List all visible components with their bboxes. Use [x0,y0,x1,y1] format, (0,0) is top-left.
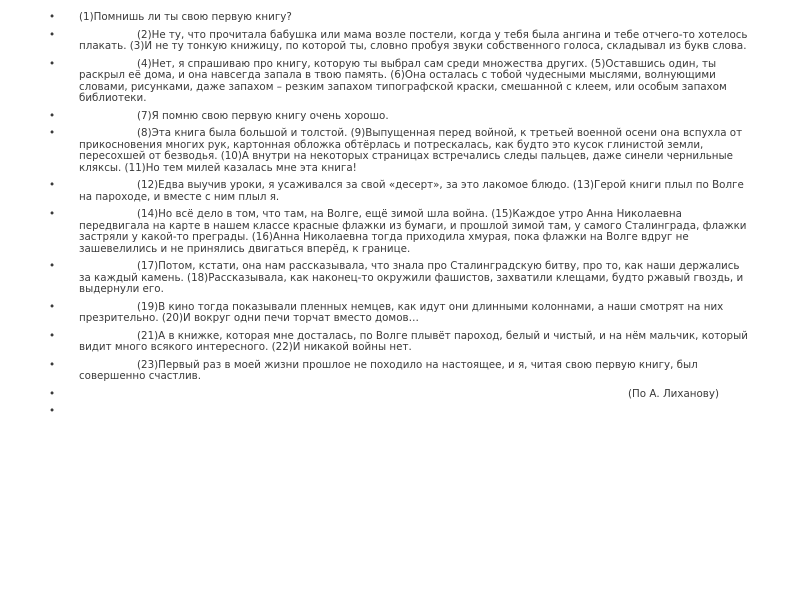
author-text: (По А. Лиханову) [628,387,719,400]
bullet-dot-icon: • [49,57,56,70]
paragraph-8 [49,261,749,296]
paragraph-text: (12)Едва выучив уроки, я усаживался за свой «десерт», за это лакомое блюдо. (13)Герой книги плыл по Волге на пароходе, и вместе с ним плыл я. [79,179,744,203]
paragraph-7 [49,209,749,255]
bullet-dot-icon: • [49,358,56,371]
paragraph-text: (21)А в книжке, которая мне досталась, по Волге плывёт пароход, белый и чистый, и на нём мальчик, который видит много всякого интересного. (22)И никакой войны нет. [79,329,748,353]
paragraph-3 [49,59,749,105]
paragraph-4 [49,111,749,123]
bullet-dot-icon: • [49,179,56,191]
paragraph-text: (19)В кино тогда показывали пленных немцев, как идут они длинными колоннами, а наши смотрят на них презрительно. (20)И вокруг одни печи торчат вместо домов… [79,300,724,324]
bullet-dot-icon: • [49,127,56,139]
paragraph-text: (4)Нет, я спрашиваю про книгу, которую ты выбрал сам среди множества других. (5)Оставшись один, ты раскрыл её дома, и она навсегда запала в твою память. (6)Она осталась с тобой чудесными мыслями, волнующими словами, рисунками, даже запахом – резким запахом типографской краски, смешанной с клеем, или особым запахом библиотеки. [79,57,727,104]
paragraph-6 [49,180,749,203]
author-attribution [49,389,749,401]
bullet-dot-icon: • [49,208,56,220]
paragraph-text: (1)Помнишь ли ты свою первую книгу? [79,11,292,23]
paragraph-2 [49,30,749,53]
paragraph-text: (2)Не ту, что прочитала бабушка или мама возле постели, когда у тебя была ангина и тебе отчего-то хотелось плакать. (3)И не ту тонкую книжицу, по которой ты, словно пробуя звуки собственного голоса, складывал из букв слова. [79,28,748,52]
paragraph-text: (7)Я помню свою первую книгу очень хорошо. [137,109,389,122]
bullet-dot-icon: • [49,260,56,272]
paragraph-text: (8)Эта книга была большой и толстой. (9)Выпущенная перед войной, к третьей военной осени она вспухла от прикосновения многих рук, картонная обложка обтёрлась и потрескалась, как будто это кусок глинистой земли, пересохшей от безводья. (10)А внутри на некоторых страницах встречались следы пальцев, даже синели чернильные кляксы. (11)Но тем милей казалась мне эта книга! [79,127,743,174]
paragraph-1 [49,12,749,24]
bullet-dot-icon: • [49,28,56,41]
paragraph-11 [49,360,749,383]
bullet-dot-icon: • [49,387,56,400]
bullet-dot-icon: • [49,109,56,122]
bullet-dot-icon: • [49,300,56,313]
paragraph-5 [49,128,749,174]
bullet-dot-icon: • [49,405,56,417]
paragraph-text: (14)Но всё дело в том, что там, на Волге, ещё зимой шла война. (15)Каждое утро Анна Николаевна передвигала на карте в нашем классе красные флажки из бумаги, и прошлой зимой там, у самого Сталинграда, флажки застряли у какой-то преграды. (16)Анна Николаевна тогда приходила хмурая, пока флажки на Волге вдруг не зашевелились и не принялись двигаться вперёд, к границе. [79,208,747,255]
paragraph-text: (17)Потом, кстати, она нам рассказывала, что знала про Сталинградскую битву, про то, как наши держались за каждый камень. (18)Рассказывала, как наконец-то окружили фашистов, захватили клещами, будто ржавый гвоздь, и выдернули его. [79,260,744,295]
paragraph-10 [49,331,749,354]
bullet-dot-icon: • [49,11,56,23]
paragraph-9 [49,302,749,325]
paragraph-text: (23)Первый раз в моей жизни прошлое не походило на настоящее, и я, читая свою первую книгу, был совершенно счастлив. [79,358,698,382]
bullet-dot-icon: • [49,329,56,342]
text-bullet-list [49,11,749,417]
